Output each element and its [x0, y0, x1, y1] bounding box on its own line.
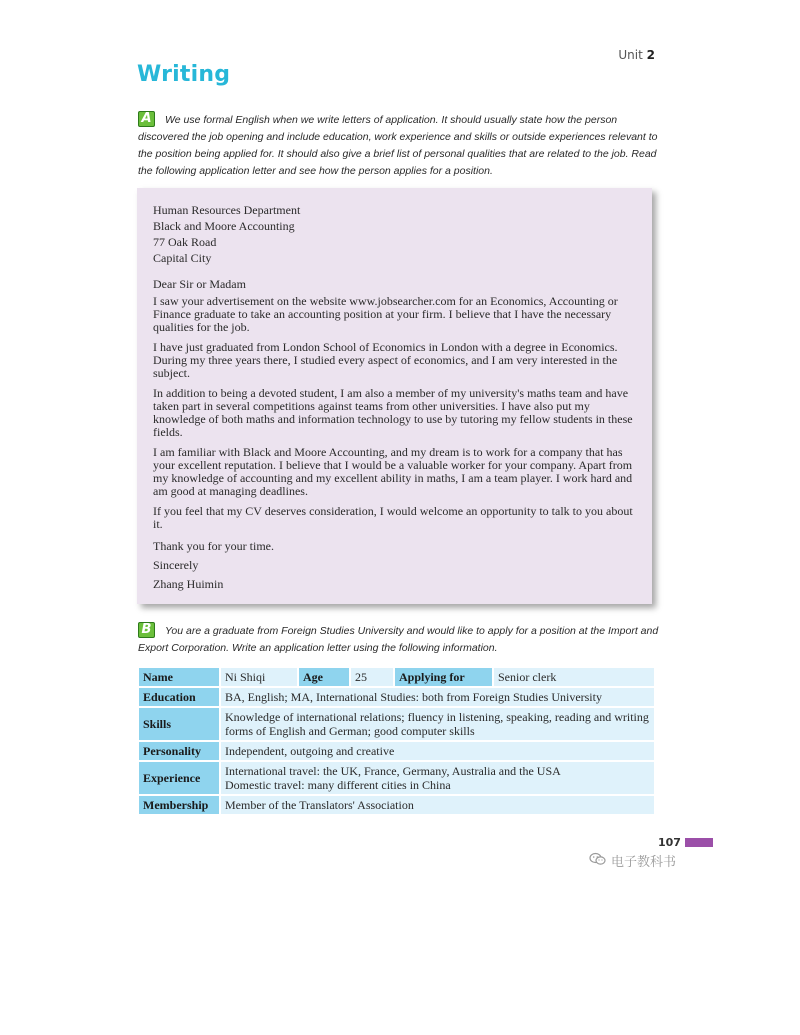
age-value: 25	[351, 668, 393, 686]
salutation: Dear Sir or Madam	[153, 277, 246, 291]
unit-label	[618, 48, 655, 62]
experience-international: International travel: the UK, France, Germany, Australia and the USA	[225, 764, 561, 778]
address-line: Black and Moore Accounting	[153, 219, 295, 233]
address-line: Capital City	[153, 251, 212, 265]
age-label: Age	[299, 668, 349, 686]
part-a-instructions-text: We use formal English when we write letters of application. It should usually state how the person discovered the job opening and include education, work experience and skills or outside experiences relevant to the position being applied for. It should also give a brief list of personal qualities that are related to the job. Read the following application letter and see how the person applies for a position.	[138, 114, 658, 177]
table-row	[139, 668, 654, 686]
letter-paragraph: I have just graduated from London School of Economics in London with a degree in Economics. During my three years there, I studied every aspect of economics, and I am very interested in the subject.	[153, 340, 618, 380]
part-b-instructions-text: You are a graduate from Foreign Studies University and would like to apply for a position at the Import and Export Corporation. Write an application letter using the following information.	[138, 625, 659, 654]
page-number-bar	[685, 838, 713, 847]
education-label: Education	[139, 688, 219, 706]
table-row	[139, 762, 654, 794]
personality-label: Personality	[139, 742, 219, 760]
unit-number: 2	[646, 48, 655, 62]
letter-signature: Zhang Huimin	[153, 577, 224, 591]
watermark	[589, 851, 676, 870]
table-row	[139, 796, 654, 814]
letter-paragraph: I am familiar with Black and Moore Accounting, and my dream is to work for a company that has your excellent reputation. I believe that I would be a valuable worker for your company. Apart from my knowledge of accounting and my excellent ability in maths, I am a team player. I work hard and am good at managing deadlines.	[153, 445, 633, 498]
experience-value	[221, 762, 654, 794]
name-label: Name	[139, 668, 219, 686]
unit-word: Unit	[618, 48, 643, 62]
experience-label: Experience	[139, 762, 219, 794]
table-row	[139, 688, 654, 706]
applicant-info-table	[137, 666, 656, 816]
letter-paragraph: In addition to being a devoted student, I am also a member of my university's maths team and have taken part in several competitions against teams from other universities. I have also put my knowledge of both maths and information technology to use by tutoring my fellow students in these fields.	[153, 386, 633, 439]
letter-closing: Sincerely	[153, 558, 199, 572]
part-a-instructions	[138, 112, 663, 180]
address-line: 77 Oak Road	[153, 235, 217, 249]
wechat-icon	[589, 852, 607, 870]
part-b-badge: B	[138, 622, 155, 638]
part-a-badge: A	[138, 111, 155, 127]
section-title: Writing	[137, 62, 231, 87]
education-value: BA, English; MA, International Studies: both from Foreign Studies University	[221, 688, 654, 706]
part-b-instructions	[138, 623, 663, 657]
table-row	[139, 708, 654, 740]
letter-paragraph: If you feel that my CV deserves consideration, I would welcome an opportunity to talk to you about it.	[153, 504, 633, 531]
experience-domestic: Domestic travel: many different cities in China	[225, 778, 451, 792]
letter-thanks: Thank you for your time.	[153, 539, 274, 553]
personality-value: Independent, outgoing and creative	[221, 742, 654, 760]
address-line: Human Resources Department	[153, 203, 301, 217]
skills-label: Skills	[139, 708, 219, 740]
applying-for-value: Senior clerk	[494, 668, 654, 686]
skills-value: Knowledge of international relations; fluency in listening, speaking, reading and writing forms of English and German; good computer skills	[221, 708, 654, 740]
table-row	[139, 742, 654, 760]
page-number: 107	[658, 836, 681, 849]
watermark-text: 电子教科书	[611, 855, 677, 870]
name-value: Ni Shiqi	[221, 668, 297, 686]
applying-for-label: Applying for	[395, 668, 492, 686]
application-letter	[137, 188, 652, 604]
letter-paragraph: I saw your advertisement on the website www.jobsearcher.com for an Economics, Accounting or Finance graduate to take an accounting position at your firm. I believe that I have the necessary qualities for the job.	[153, 294, 618, 334]
membership-value: Member of the Translators' Association	[221, 796, 654, 814]
membership-label: Membership	[139, 796, 219, 814]
